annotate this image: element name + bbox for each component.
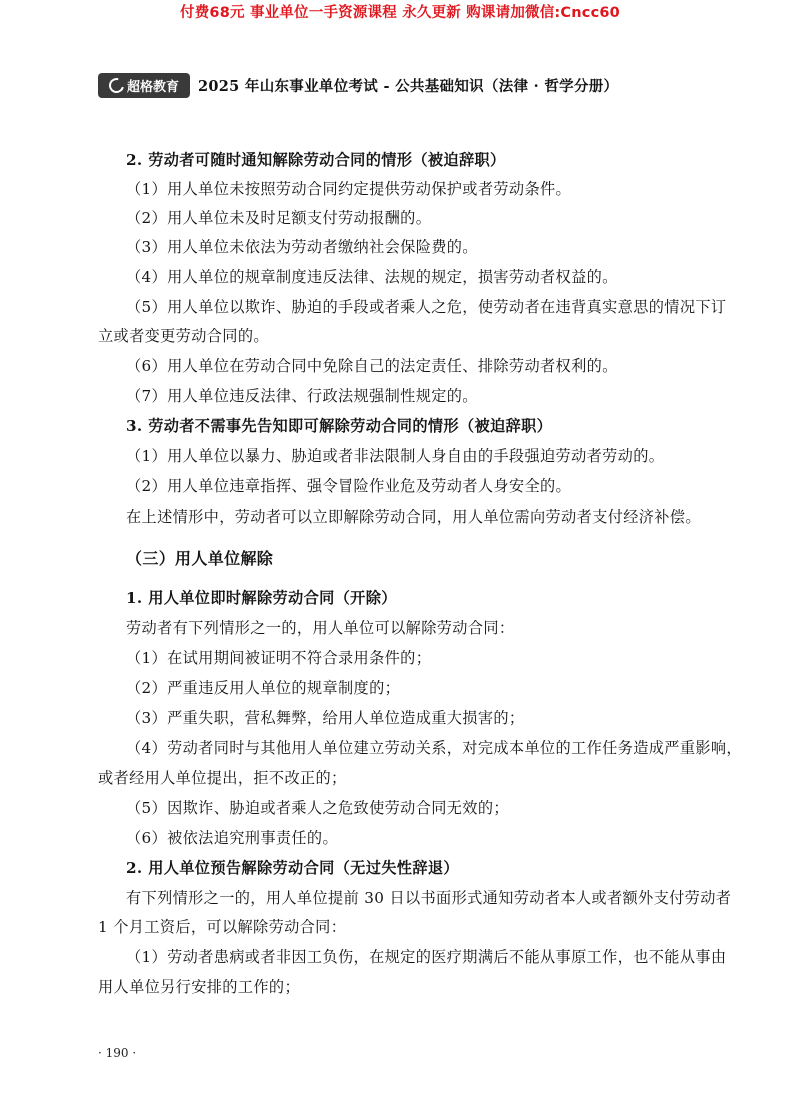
subheading-forced-resignation-immediate: 3. 劳动者不需事先告知即可解除劳动合同的情形（被迫辞职）	[126, 417, 553, 435]
subheading-forced-resignation-notice: 2. 劳动者可随时通知解除劳动合同的情形（被迫辞职）	[126, 151, 506, 169]
list-item-continuation: 立或者变更劳动合同的。	[98, 327, 269, 345]
list-item: （1）在试用期间被证明不符合录用条件的；	[126, 649, 432, 667]
logo-mark-icon	[106, 75, 126, 95]
list-item: （6）被依法追究刑事责任的。	[126, 829, 339, 847]
list-item: （5）用人单位以欺诈、胁迫的手段或者乘人之危，使劳动者在违背真实意思的情况下订	[126, 298, 727, 316]
list-item: （2）严重违反用人单位的规章制度的；	[126, 679, 401, 697]
header-title: 2025 年山东事业单位考试 - 公共基础知识（法律 · 哲学分册）	[198, 77, 619, 95]
list-item: （4）劳动者同时与其他用人单位建立劳动关系，对完成本单位的工作任务造成严重影响，	[126, 739, 742, 757]
page-number: · 190 ·	[98, 1046, 137, 1060]
list-item: （3）严重失职，营私舞弊，给用人单位造成重大损害的；	[126, 709, 525, 727]
list-item: （5）因欺诈、胁迫或者乘人之危致使劳动合同无效的；	[126, 799, 509, 817]
list-item: （1）用人单位未按照劳动合同约定提供劳动保护或者劳动条件。	[126, 180, 572, 198]
list-item: （7）用人单位违反法律、行政法规强制性规定的。	[126, 387, 478, 405]
paragraph: 有下列情形之一的，用人单位提前 30 日以书面形式通知劳动者本人或者额外支付劳动者	[126, 889, 732, 907]
logo-text: 超格教育	[126, 79, 179, 95]
list-item: （6）用人单位在劳动合同中免除自己的法定责任、排除劳动者权利的。	[126, 357, 618, 375]
paragraph: 在上述情形中，劳动者可以立即解除劳动合同，用人单位需向劳动者支付经济补偿。	[126, 508, 701, 526]
paragraph-continuation: 1 个月工资后，可以解除劳动合同：	[98, 918, 347, 936]
subheading-immediate-dismissal: 1. 用人单位即时解除劳动合同（开除）	[126, 589, 397, 607]
list-item-continuation: 用人单位另行安排的工作的；	[98, 978, 300, 996]
list-item: （1）劳动者患病或者非因工负伤，在规定的医疗期满后不能从事原工作，也不能从事由	[126, 948, 727, 966]
brand-logo	[98, 73, 190, 98]
list-item-continuation: 或者经用人单位提出，拒不改正的；	[98, 769, 347, 787]
subheading-notice-dismissal: 2. 用人单位预告解除劳动合同（无过失性辞退）	[126, 859, 459, 877]
watermark-banner: 付费68元 事业单位一手资源课程 永久更新 购课请加微信:Cncc60	[180, 5, 620, 21]
list-item: （3）用人单位未依法为劳动者缴纳社会保险费的。	[126, 238, 478, 256]
list-item: （1）用人单位以暴力、胁迫或者非法限制人身自由的手段强迫劳动者劳动的。	[126, 447, 665, 465]
page-header	[98, 72, 618, 98]
section-heading-employer-termination: （三）用人单位解除	[126, 549, 274, 568]
list-item: （2）用人单位违章指挥、强令冒险作业危及劳动者人身安全的。	[126, 477, 572, 495]
list-item: （2）用人单位未及时足额支付劳动报酬的。	[126, 209, 432, 227]
paragraph: 劳动者有下列情形之一的，用人单位可以解除劳动合同：	[126, 619, 515, 637]
list-item: （4）用人单位的规章制度违反法律、法规的规定，损害劳动者权益的。	[126, 268, 618, 286]
